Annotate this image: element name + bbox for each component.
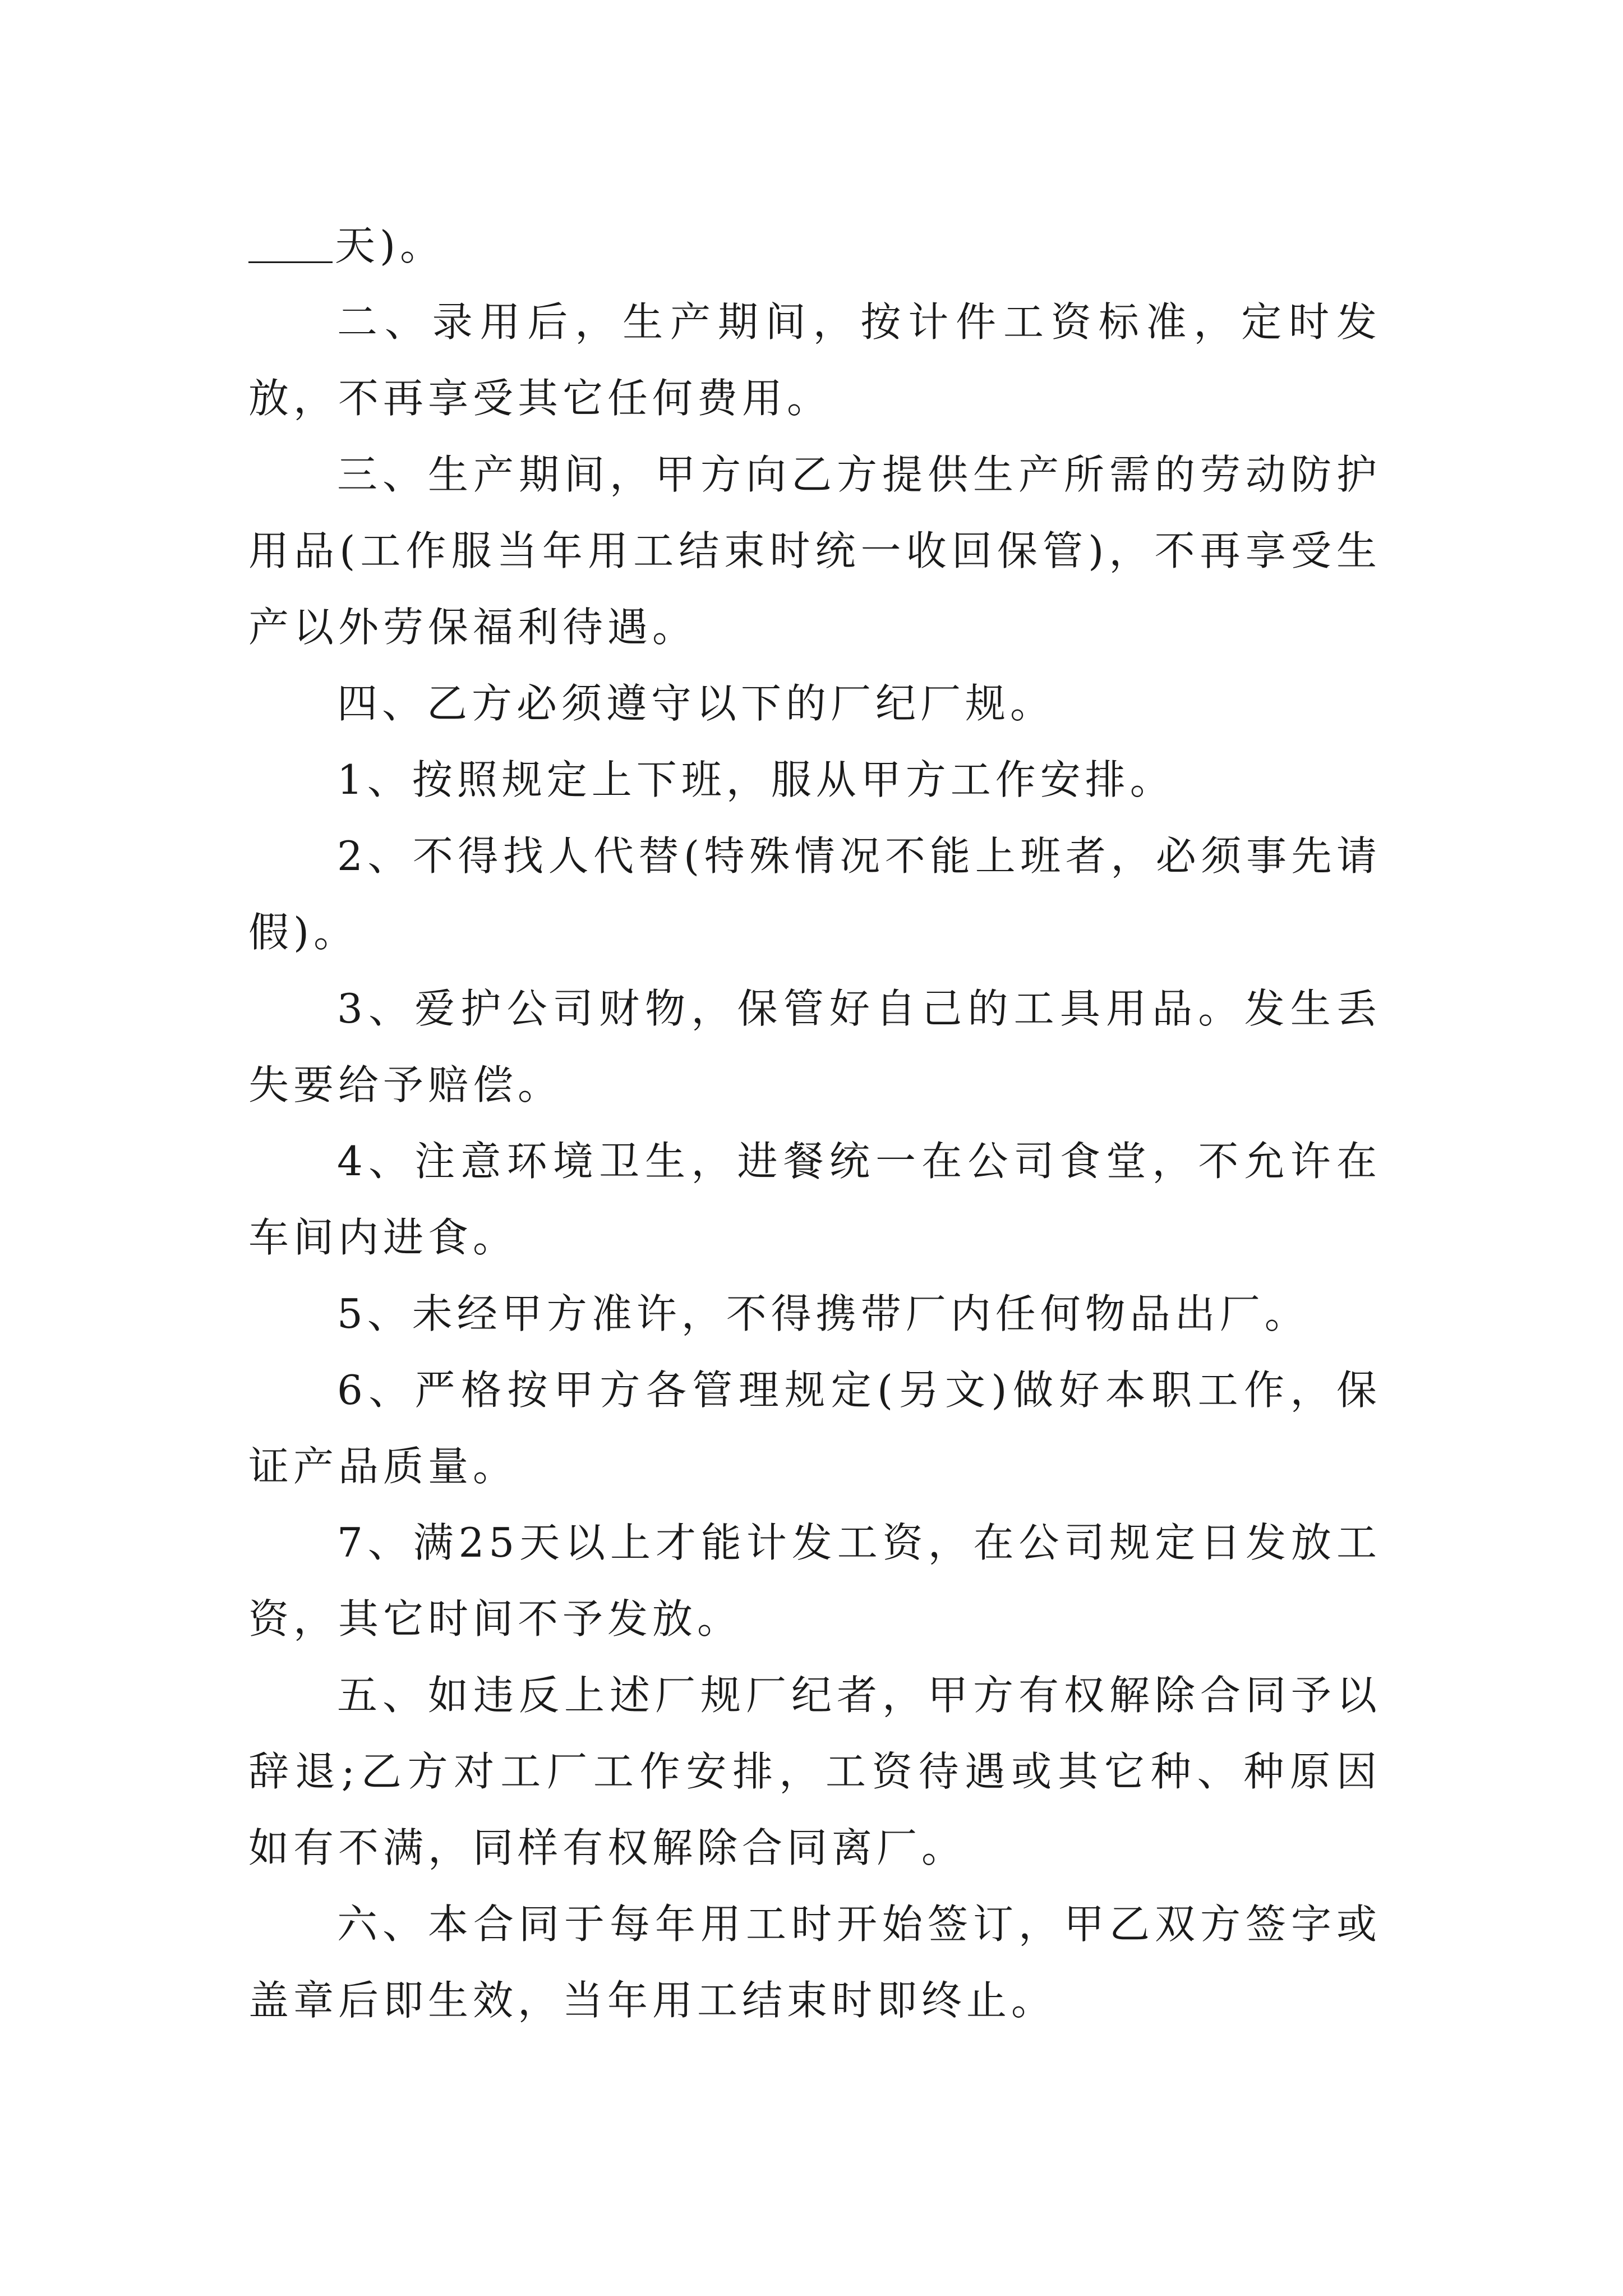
paragraph-0 (248, 208, 1381, 284)
paragraph-8: 5、未经甲方准许，不得携带厂内任何物品出厂。 (337, 1290, 1310, 1337)
paragraph-0-text: 天)。 (335, 222, 445, 269)
paragraph-12: 六、本合同于每年用工时开始签订，甲乙双方签字或盖章后即生效，当年用工结束时即终止。 (248, 1901, 1381, 2024)
paragraph-4: 1、按照规定上下班，服从甲方工作安排。 (337, 756, 1175, 803)
paragraph-2: 三、生产期间，甲方向乙方提供生产所需的劳动防护用品(工作服当年用工结束时统一收回保管)，不再享受生产以外劳保福利待遇。 (248, 451, 1381, 651)
paragraph-5: 2、不得找人代替(特殊情况不能上班者，必须事先请假)。 (248, 832, 1381, 956)
paragraph-1: 二、录用后，生产期间，按计件工资标准，定时发放，不再享受其它任何费用。 (248, 298, 1381, 422)
paragraph-10: 7、满25天以上才能计发工资，在公司规定日发放工资，其它时间不予发放。 (248, 1519, 1381, 1642)
paragraph-9: 6、严格按甲方各管理规定(另文)做好本职工作，保证产品质量。 (248, 1366, 1381, 1490)
paragraph-11: 五、如违反上述厂规厂纪者，甲方有权解除合同予以辞退;乙方对工厂工作安排，工资待遇或其它种、种原因如有不满，同样有权解除合同离厂。 (248, 1672, 1381, 1871)
paragraph-3: 四、乙方必须遵守以下的厂纪厂规。 (337, 680, 1055, 727)
paragraph-7: 4、注意环境卫生，进餐统一在公司食堂，不允许在车间内进食。 (248, 1138, 1381, 1261)
fill-in-blank (248, 222, 333, 263)
document-body (248, 208, 1381, 2039)
paragraph-6: 3、爱护公司财物，保管好自己的工具用品。发生丢失要给予赔偿。 (248, 985, 1381, 1108)
